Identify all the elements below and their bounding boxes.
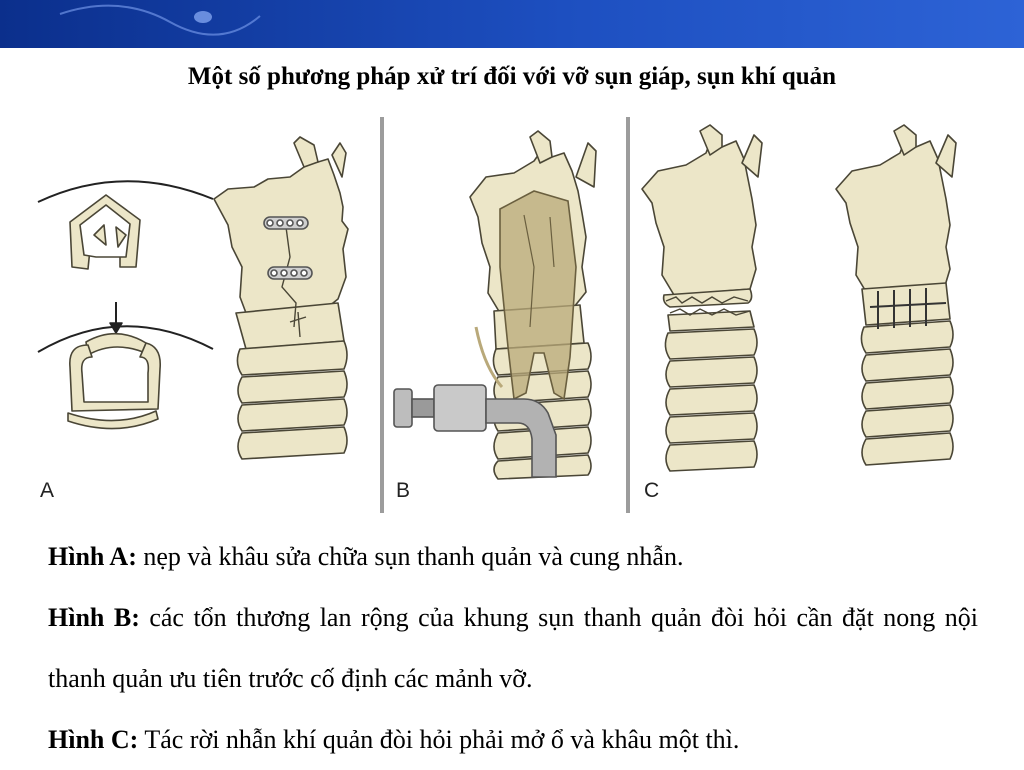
figure-panel-b bbox=[384, 117, 626, 513]
caption-b-text: các tổn thương lan rộng của khung sụn thanh quản đòi hỏi cần đặt nong nội thanh quản ưu tiên trước cố định các mảnh vỡ. bbox=[48, 603, 978, 693]
panel-b-label: B bbox=[396, 479, 411, 502]
figure-panel-c bbox=[630, 117, 996, 513]
caption-b-label: Hình B: bbox=[48, 603, 140, 632]
caption-a-label: Hình A: bbox=[48, 542, 137, 571]
illustration-figure bbox=[28, 117, 996, 513]
slide-title: Một số phương pháp xử trí đối với vỡ sụn giáp, sụn khí quản bbox=[187, 63, 837, 90]
panel-a-drawing bbox=[28, 117, 380, 513]
caption-c bbox=[48, 709, 978, 770]
header-bar bbox=[0, 0, 1024, 48]
panel-c-label: C bbox=[644, 479, 660, 502]
caption-a-text: nẹp và khâu sửa chữa sụn thanh quản và cung nhẫn. bbox=[136, 542, 684, 571]
caption-a bbox=[48, 526, 978, 587]
caption-b bbox=[48, 587, 978, 709]
panel-a-label: A bbox=[40, 479, 55, 502]
panel-b-drawing bbox=[384, 117, 626, 513]
header-decoration bbox=[0, 0, 1024, 48]
caption-c-text: Tác rời nhẫn khí quản đòi hỏi phải mở ổ và khâu một thì. bbox=[138, 725, 740, 754]
caption-c-label: Hình C: bbox=[48, 725, 139, 754]
caption-block bbox=[48, 526, 978, 770]
panel-c-drawing bbox=[630, 117, 996, 513]
figure-panel-a bbox=[28, 117, 380, 513]
